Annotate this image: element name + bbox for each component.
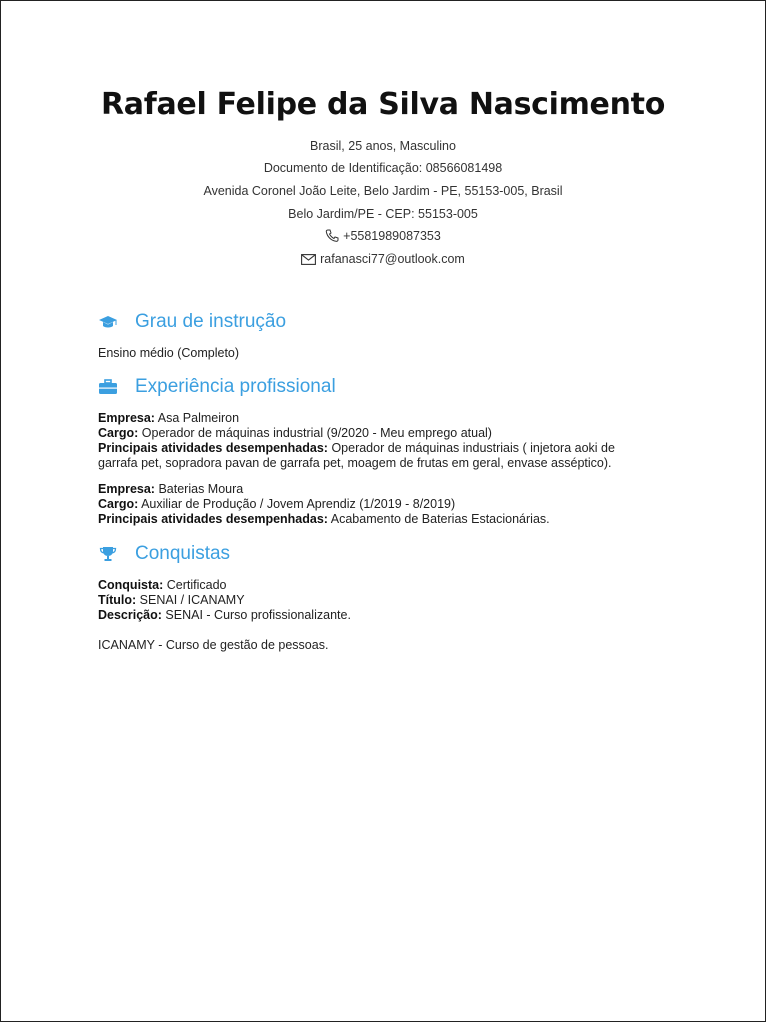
- education-text: Ensino médio (Completo): [98, 346, 240, 360]
- job-1-company: Empresa: Asa Palmeiron: [98, 411, 240, 425]
- job-2-activities: Principais atividades desempenhadas: Acabamento de Baterias Estacionárias.: [98, 512, 550, 526]
- phone-line: [1, 229, 765, 245]
- phone-icon: [325, 229, 339, 245]
- envelope-icon: [301, 254, 316, 268]
- achievement-extra: ICANAMY - Curso de gestão de pessoas.: [98, 638, 329, 652]
- graduation-cap-icon: [97, 313, 119, 331]
- phone-number: +5581989087353: [343, 229, 441, 243]
- achievement-description: Descrição: SENAI - Curso profissionalizante.: [98, 608, 351, 622]
- email-line: [1, 252, 765, 268]
- id-document: Documento de Identificação: 08566081498: [263, 161, 503, 175]
- experience-heading: Experiência profissional: [97, 376, 336, 398]
- address: Avenida Coronel João Leite, Belo Jardim - PE, 55153-005, Brasil: [203, 184, 563, 198]
- achievement-title: Título: SENAI / ICANAMY: [98, 593, 245, 607]
- achievements-heading: Conquistas: [97, 543, 230, 565]
- job-2-company: Empresa: Baterias Moura: [98, 482, 244, 496]
- city-cep: Belo Jardim/PE - CEP: 55153-005: [288, 207, 478, 221]
- job-1-activities-cont: garrafa pet, sopradora pavan de garrafa pet, moagem de frutas em geral, envase asséptico).: [98, 456, 612, 470]
- achievement-conquest: Conquista: Certificado: [98, 578, 227, 592]
- job-1-activities: Principais atividades desempenhadas: Operador de máquinas industriais ( injetora aoki de: [98, 441, 615, 455]
- candidate-name: Rafael Felipe da Silva Nascimento: [100, 87, 666, 122]
- briefcase-icon: [97, 378, 119, 396]
- email-address: rafanasci77@outlook.com: [320, 252, 465, 266]
- personal-info: Brasil, 25 anos, Masculino: [310, 139, 456, 153]
- education-heading: Grau de instrução: [97, 311, 286, 333]
- job-1-role: Cargo: Operador de máquinas industrial (9/2020 - Meu emprego atual): [98, 426, 492, 440]
- trophy-icon: [97, 545, 119, 563]
- job-2-role: Cargo: Auxiliar de Produção / Jovem Aprendiz (1/2019 - 8/2019): [98, 497, 456, 511]
